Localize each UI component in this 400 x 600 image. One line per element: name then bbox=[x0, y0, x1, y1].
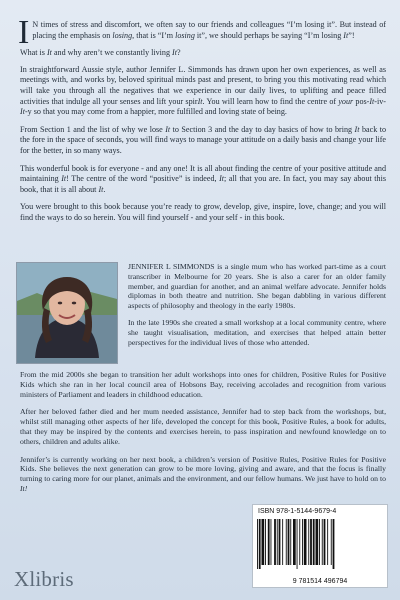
blurb-text: back to the fore in the space of seconds, you will find ways to manage your attitude on a daily basis and change your life for the better, in so many ways. bbox=[20, 124, 387, 155]
emphasis-text: It bbox=[197, 96, 203, 106]
blurb-text: N times of stress and discomfort, we often say to our friends and colleagues “I’m losing it”. bbox=[32, 20, 338, 29]
blurb bbox=[18, 14, 387, 231]
blurb-text: But instead of placing the emphasis on bbox=[32, 20, 386, 40]
barcode-bar bbox=[293, 519, 296, 565]
blurb-text: ? bbox=[177, 48, 181, 58]
barcode-bar bbox=[282, 519, 283, 565]
blurb-paragraph-5 bbox=[20, 164, 386, 196]
blurb-text: ! The centre of the word “positive” is indeed, bbox=[66, 174, 220, 184]
blurb-text: , that is “I’m bbox=[132, 30, 176, 40]
barcode-bar bbox=[259, 519, 261, 569]
barcode-bar bbox=[331, 519, 332, 565]
blurb-paragraph-6 bbox=[20, 202, 386, 223]
blurb-text: and why aren’t we constantly living bbox=[51, 48, 173, 58]
blurb-paragraph-2 bbox=[20, 48, 386, 59]
barcode-box bbox=[252, 504, 388, 588]
blurb-text: -y so that you may come from a happier, more fulfilled and loving state of being. bbox=[24, 107, 287, 117]
blurb-text: This wonderful book is for everyone - and any one! It is all about finding the centre of your positive attitude and maintaining bbox=[20, 163, 386, 184]
author-paragraph-1: JENNIFER L SIMMONDS is a single mum who has worked part-time as a court transcriber in Melbourne for 20 years. She is also a carer for an older family member, and guardian for another, and an animal welfare advocate. Jennifer holds diplomas in both theatre and nutrition. She began dabbling in various different aspects of philosophy and theology in the early 1980s. bbox=[128, 262, 386, 311]
author-portrait-image bbox=[17, 263, 117, 363]
emphasis-text: losing bbox=[175, 30, 195, 40]
emphasis-text: It bbox=[369, 96, 375, 106]
isbn-text: ISBN 978-1-5144-9679-4 bbox=[258, 508, 337, 515]
emphasis-text: It bbox=[343, 30, 349, 40]
barcode-bar bbox=[274, 519, 276, 565]
drop-cap: I bbox=[18, 14, 30, 51]
blurb-text: to Section 3 and the day to day basics of how to bring bbox=[170, 124, 355, 134]
barcode-bar bbox=[271, 519, 272, 565]
bio-paragraph-1: From the mid 2000s she began to transition her adult workshops into ones for children, Positive Rules for Positive Kids which she ran in her local council area of Hobsons Bay, receiving accolades and recognition from various ministers of Parliament and leaders in childhood education. bbox=[20, 370, 386, 399]
barcode-bar bbox=[308, 519, 309, 565]
barcode-digits: 9 781514 496794 bbox=[292, 578, 348, 585]
emphasis-text: It bbox=[46, 48, 52, 58]
barcode-bar bbox=[299, 519, 300, 565]
emphasis-text: It bbox=[20, 107, 25, 117]
blurb-text: pos- bbox=[353, 96, 370, 106]
author-bio bbox=[20, 370, 386, 502]
barcode-bar bbox=[277, 519, 278, 565]
emphasis-text: It bbox=[219, 174, 225, 184]
barcode-icon bbox=[257, 519, 383, 571]
emphasis-text: It bbox=[172, 48, 177, 58]
barcode-bar bbox=[327, 519, 328, 565]
barcode-bar bbox=[322, 519, 323, 565]
barcode-bar bbox=[268, 519, 270, 565]
emphasis-text: It bbox=[98, 184, 104, 194]
publisher-logo: Xlibris bbox=[14, 567, 74, 591]
barcode-bar bbox=[316, 519, 319, 565]
barcode-bar bbox=[257, 519, 258, 569]
barcode-bar bbox=[302, 519, 303, 565]
blurb-text: . bbox=[103, 184, 106, 194]
blurb-text: You were brought to this book because you’re ready to grow, develop, give, inspire, love, change; and you will find the ways to do so herein. You will find yourself - and your self - in this book. bbox=[20, 202, 386, 222]
bio-paragraph-2: After her beloved father died and her mum needed assistance, Jennifer had to step back from the workshops, but, whilst still managing other aspects of her life, developed the concept for this book, Positive Rules, a book for adults, that they may be inspired by the contents and exercises herein, to pass inspiration and newfound knowledge on to others, children and adults alike. bbox=[20, 407, 386, 446]
blurb-paragraph-4 bbox=[20, 125, 386, 157]
blurb-text: saying “I’m losing bbox=[281, 30, 344, 40]
barcode-bar bbox=[333, 519, 335, 569]
barcode-bar bbox=[262, 519, 265, 565]
barcode-bar bbox=[313, 519, 315, 565]
barcode-bar bbox=[310, 519, 312, 565]
barcode-bar bbox=[279, 519, 281, 565]
barcode-bar bbox=[265, 519, 266, 565]
barcode-bar bbox=[297, 519, 298, 569]
bio-text: Jennifer’s is currently working on her next book, a children’s version of Positive Rules, Positive Rules for Positive Kids. She believes the next generation can grow to be more loving, giving and aware, and that the focus is finally turning to caring more for our planet, animals and the environment, and our fellow humans. We just have to hold on to bbox=[20, 454, 386, 484]
blurb-paragraph-1 bbox=[18, 14, 386, 51]
blurb-text: ; all that you are. In fact, you may say about this book, that it is all about bbox=[20, 174, 387, 194]
bio-paragraph-3 bbox=[20, 455, 386, 494]
emphasis-text: It bbox=[61, 174, 67, 184]
blurb-text: In straightforward Aussie style, author Jennifer L. Simmonds has drawn upon her own experiences, as well as meetings with, and works by, beloved spiritual minds past and present, to bring you this motivating read which will take you through all the negatives that we experience in our daily lives, to uplifting and peace filled activities that indulge all your senses and lift your spir bbox=[20, 64, 386, 106]
blurb-text: What is bbox=[20, 48, 47, 58]
barcode-bar bbox=[319, 519, 320, 565]
barcode-bar bbox=[324, 519, 326, 565]
blurb-text: . You will learn how to find the centre of bbox=[202, 96, 339, 106]
blurb-text: it”, we should perhaps be bbox=[194, 30, 279, 40]
barcode-bar bbox=[304, 519, 307, 565]
author-intro bbox=[128, 262, 386, 354]
blurb-text: -iv- bbox=[374, 96, 386, 106]
emphasis-text: your bbox=[338, 96, 354, 106]
emphasis-text: It bbox=[354, 124, 360, 134]
barcode-bar bbox=[286, 519, 287, 565]
author-photo bbox=[16, 262, 118, 364]
emphasis-text: It bbox=[165, 124, 171, 134]
blurb-paragraph-3 bbox=[20, 65, 386, 118]
blurb-text: From Section 1 and the list of why we lose bbox=[20, 124, 166, 134]
emphasis-text: It! bbox=[20, 483, 28, 493]
author-paragraph-2: In the late 1990s she created a small workshop at a local community centre, where she taught visualisation, meditation, and exercises that helped attain better perspectives for the individual lives of those who attended. bbox=[128, 317, 386, 347]
blurb-text: ”! bbox=[348, 30, 355, 40]
barcode-bar bbox=[288, 519, 290, 565]
barcode-bar bbox=[290, 519, 291, 565]
emphasis-text: losing bbox=[112, 30, 133, 40]
